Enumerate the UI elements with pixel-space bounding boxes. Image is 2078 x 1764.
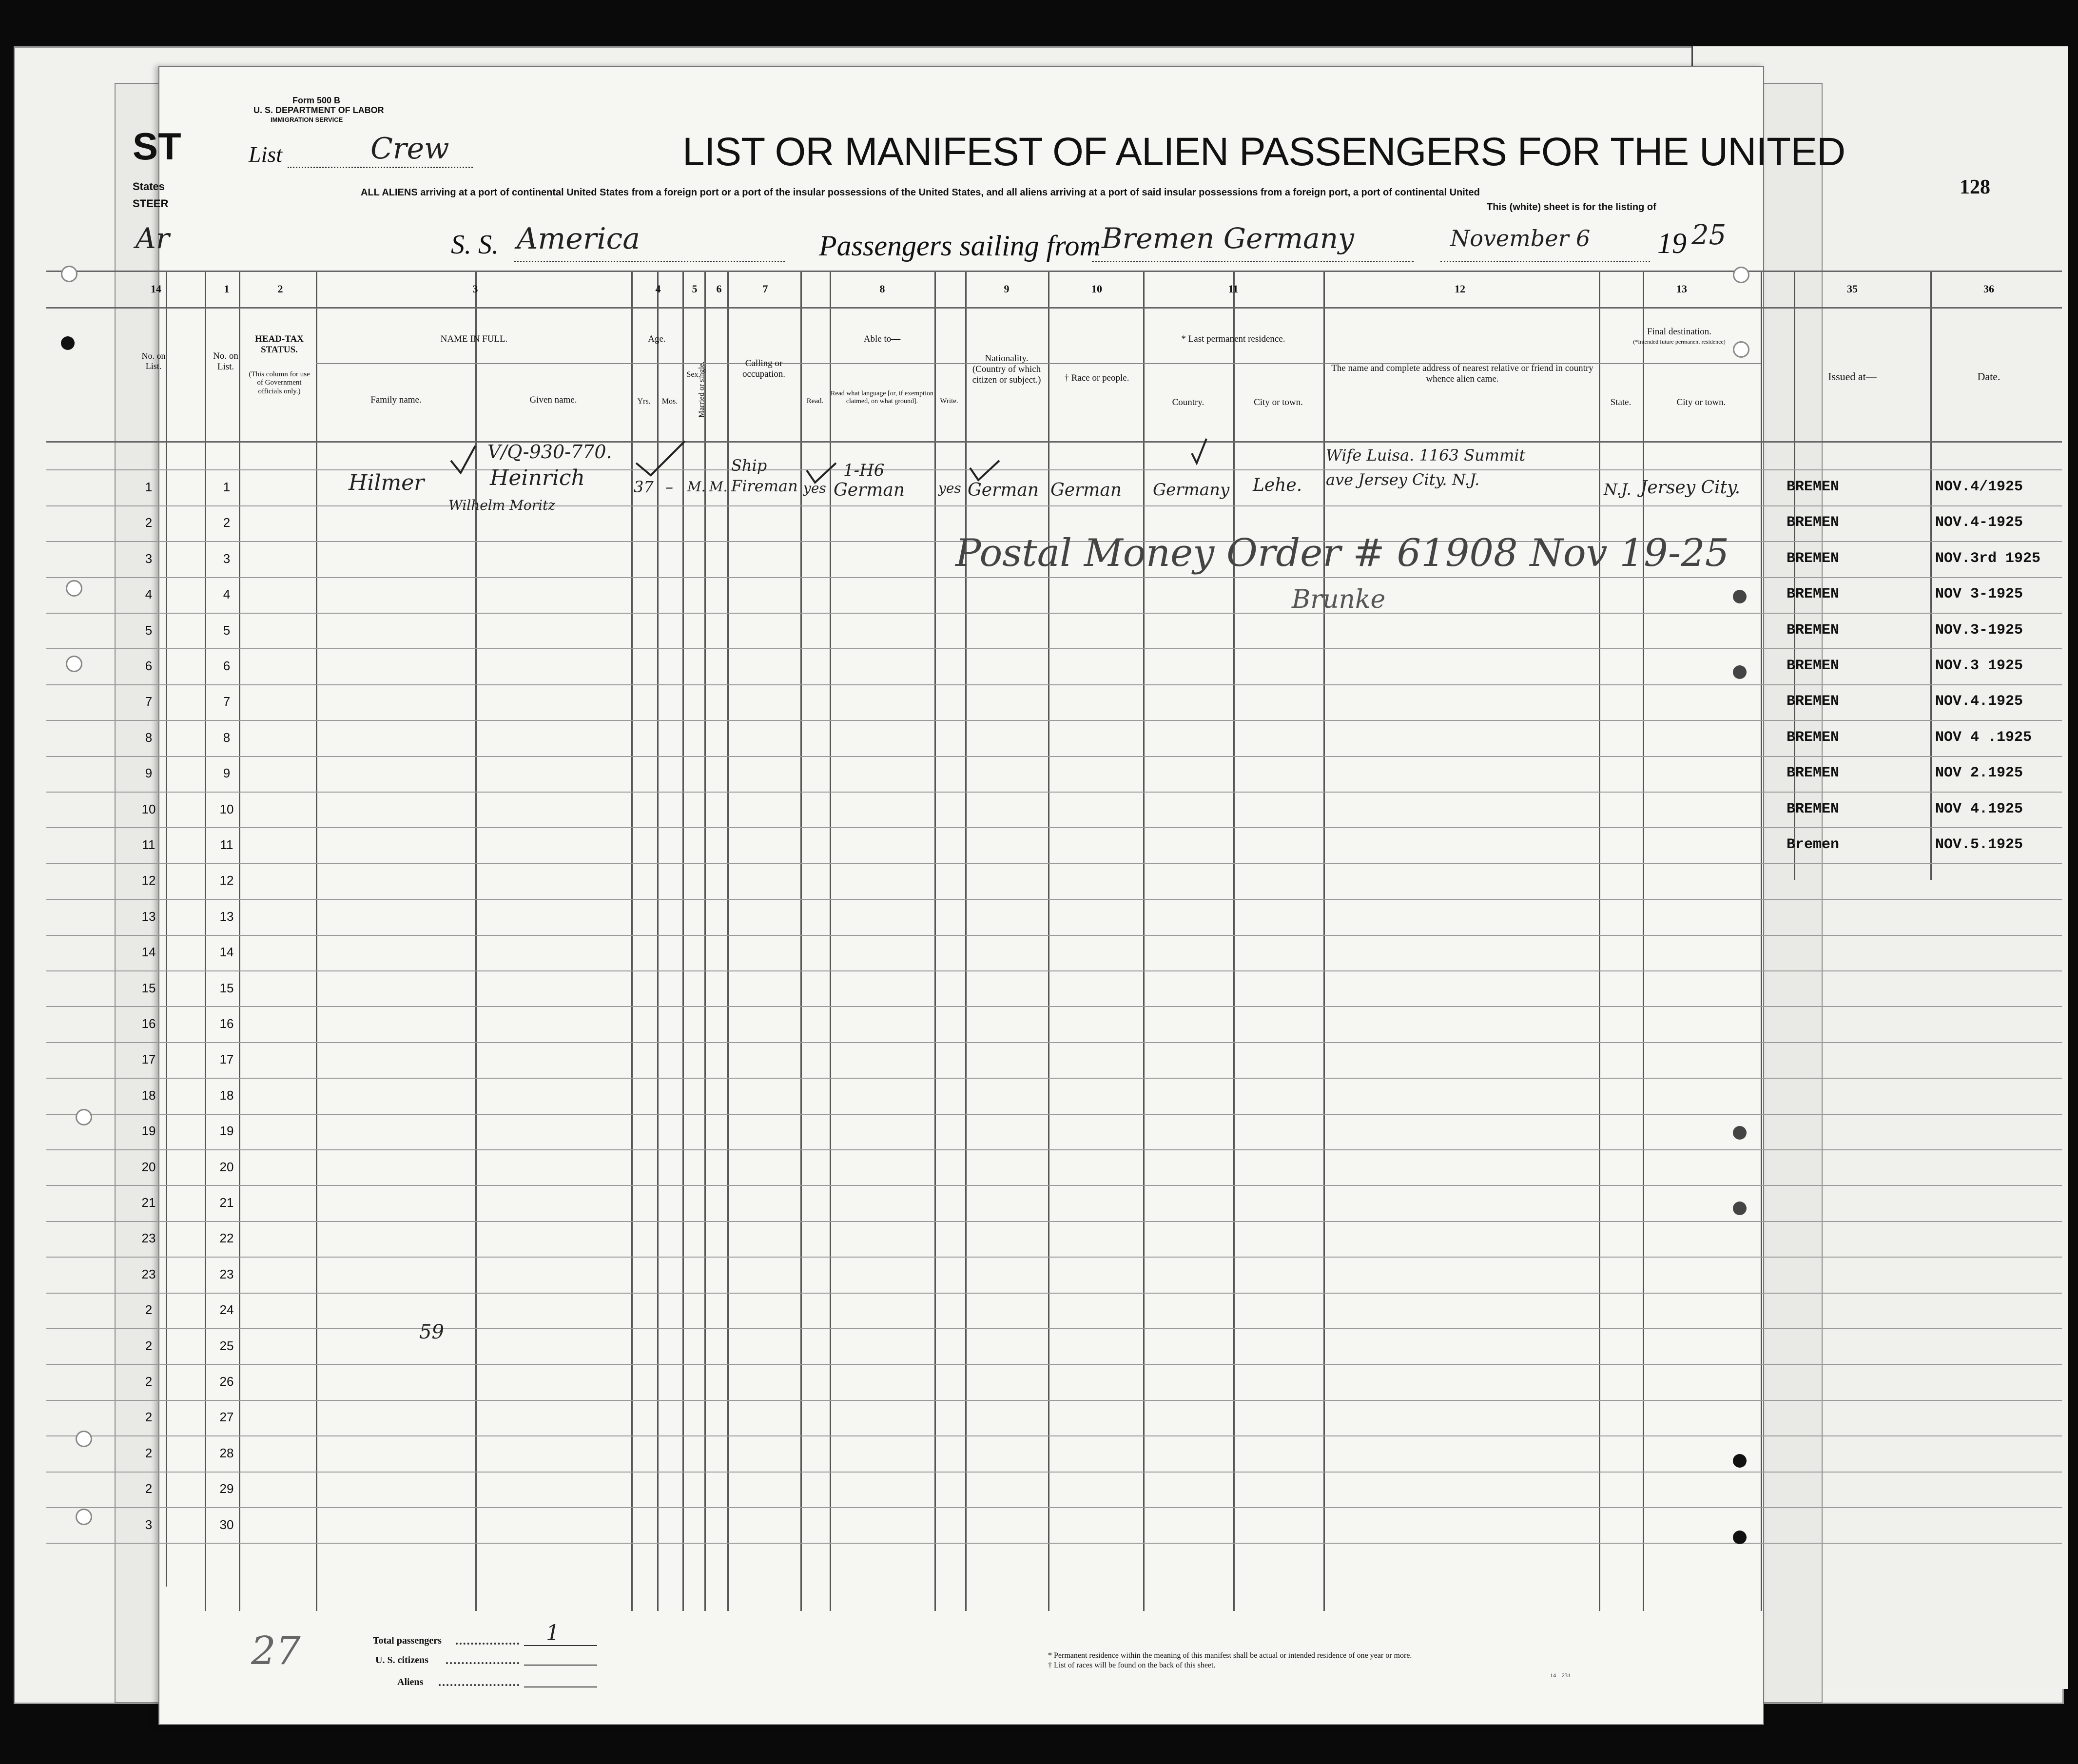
- col-num-7: 7: [762, 283, 768, 295]
- column-rule: [1143, 271, 1145, 1611]
- row-rule: [46, 1114, 2062, 1115]
- row-number: 28: [219, 1446, 234, 1460]
- row-number: 10: [219, 802, 234, 816]
- back-row-number: 23: [141, 1267, 156, 1281]
- issued-place: BREMEN: [1787, 765, 1840, 781]
- row-rule: [46, 1149, 2062, 1150]
- back-row-number: 18: [141, 1088, 156, 1103]
- col-num-4: 4: [655, 283, 661, 295]
- hdr-relative: The name and complete address of nearest relative or friend in country whence alien came.: [1331, 363, 1593, 384]
- row-number: 7: [223, 694, 231, 709]
- entry-dest-state: N.J.: [1604, 480, 1631, 499]
- row-rule: [46, 756, 2062, 757]
- hdr-family-name: Family name.: [370, 395, 422, 405]
- row-number: 25: [219, 1338, 234, 1353]
- postal-note: Postal Money Order # 61908 Nov 19-25: [955, 531, 1729, 575]
- issued-place: BREMEN: [1787, 586, 1840, 602]
- row-rule: [46, 899, 2062, 900]
- back-col-number: 14: [151, 283, 161, 295]
- column-rule: [1930, 271, 1932, 880]
- column-rule: [704, 271, 706, 1611]
- issued-date: NOV.5.1925: [1935, 836, 2023, 853]
- row-rule: [46, 613, 2062, 614]
- hdr-read-language: Read what language [or, if exemption claimed, on what ground].: [831, 390, 933, 406]
- row-rule: [46, 1042, 2062, 1043]
- entry-relative-line-2: ave Jersey City. N.J.: [1326, 470, 1480, 489]
- row-rule: [46, 720, 2062, 721]
- col-num-1: 1: [224, 283, 230, 295]
- row-number: 27: [219, 1410, 234, 1424]
- entry-given-name: Heinrich: [490, 465, 585, 490]
- back-row-number: 2: [145, 1446, 153, 1460]
- row-number: 18: [219, 1088, 234, 1103]
- punch-hole-icon: [76, 1431, 92, 1447]
- citizens-line: [524, 1665, 597, 1666]
- row-number: 29: [219, 1481, 234, 1496]
- issued-date: NOV.3 1925: [1935, 658, 2023, 674]
- punch-hole-icon: [66, 580, 82, 597]
- issued-date: NOV.4.1925: [1935, 693, 2023, 710]
- hdr-no-on-list: No. on List.: [213, 351, 238, 372]
- row-rule: [46, 792, 2062, 793]
- column-rule: [166, 271, 167, 1587]
- back-row-number: 2: [145, 515, 153, 530]
- entry-sex: M.: [687, 479, 706, 495]
- column-rule: [1794, 271, 1795, 880]
- dots: [446, 1662, 519, 1664]
- hdr-race: † Race or people.: [1064, 373, 1129, 383]
- entry-read: yes: [803, 480, 826, 496]
- column-rule: [965, 271, 967, 1611]
- row-rule: [46, 1221, 2062, 1222]
- back-row-number: 17: [141, 1052, 156, 1066]
- back-row-number: 4: [145, 587, 153, 601]
- entry-country: Germany: [1153, 480, 1230, 500]
- back-row-number: 2: [145, 1338, 153, 1353]
- year-suffix: 25: [1691, 219, 1727, 251]
- column-rule: [205, 271, 206, 1611]
- issued-date: NOV 3-1925: [1935, 586, 2023, 602]
- back-row-number: 14: [141, 945, 156, 959]
- hdr-mos: Mos.: [661, 397, 678, 406]
- entry-read-language: German: [834, 480, 905, 500]
- back-row-number: 7: [145, 694, 153, 709]
- row-rule: [46, 1507, 2062, 1508]
- row-rule: [46, 1185, 2062, 1186]
- check-mark-icon: [804, 461, 838, 485]
- punch-hole-icon: [61, 266, 78, 282]
- header-rule: [46, 307, 2062, 309]
- row-number: 2: [223, 515, 231, 530]
- entry-race: German: [1050, 480, 1122, 500]
- row-rule: [46, 863, 2062, 864]
- back-row-number: 10: [141, 802, 156, 816]
- hdr-city-town: City or town.: [1254, 397, 1303, 407]
- hdr-given-name: Given name.: [529, 395, 577, 405]
- sailing-from: Bremen Germany: [1102, 222, 1354, 255]
- punch-hole-icon: [1733, 590, 1747, 603]
- row-number: 9: [223, 766, 231, 780]
- hdr-yrs: Yrs.: [637, 397, 651, 406]
- col-num-11: 11: [1228, 283, 1239, 295]
- issued-date: NOV 4 .1925: [1935, 729, 2032, 746]
- stamp-number: 59: [419, 1321, 444, 1343]
- entry-married: M.: [709, 479, 728, 495]
- list-underline: [288, 167, 473, 168]
- footer-aliens: Aliens: [397, 1677, 424, 1687]
- row-number: 1: [223, 480, 231, 494]
- page-number: 128: [1960, 176, 1990, 198]
- col-num-6: 6: [716, 283, 722, 295]
- year-prefix: 19: [1657, 227, 1687, 259]
- row-number: 14: [219, 945, 234, 959]
- list-label: List: [249, 142, 283, 167]
- issued-date: NOV.3rd 1925: [1935, 550, 2041, 567]
- col-num-8: 8: [879, 283, 885, 295]
- issued-place: BREMEN: [1787, 514, 1840, 531]
- footer-note-1: * Permanent residence within the meaning of this manifest shall be actual or intended residence of one year or more.: [1048, 1651, 1412, 1660]
- row-number: 3: [223, 551, 231, 566]
- column-rule: [1599, 271, 1600, 1611]
- entry-city: Lehe.: [1253, 475, 1302, 495]
- header-rule: [46, 271, 2062, 272]
- back-row-number: 2: [145, 1374, 153, 1389]
- dots: [439, 1684, 519, 1686]
- entry-age-yrs: 37: [634, 478, 654, 496]
- column-rule: [800, 271, 802, 1611]
- punch-hole-icon: [1733, 1531, 1747, 1544]
- service: IMMIGRATION SERVICE: [271, 116, 343, 123]
- punch-hole-icon: [1733, 341, 1749, 358]
- check-mark-icon: [634, 439, 687, 478]
- row-rule: [46, 1257, 2062, 1258]
- row-rule: [46, 1472, 2062, 1473]
- hdr-calling: Calling or occupation.: [742, 358, 786, 379]
- footer-print-code: 14—231: [1550, 1672, 1571, 1679]
- back-row-number: 11: [142, 837, 155, 852]
- column-rule: [727, 271, 729, 1611]
- back-row-number: 20: [141, 1160, 156, 1174]
- sailing-date: November 6: [1450, 225, 1591, 252]
- issued-place: BREMEN: [1787, 658, 1840, 674]
- department: U. S. DEPARTMENT OF LABOR: [253, 105, 384, 115]
- row-rule: [46, 1364, 2062, 1365]
- manifest-title: LIST OR MANIFEST OF ALIEN PASSENGERS FOR THE UNITED: [682, 130, 1845, 174]
- back-col-header: No. on List.: [141, 351, 166, 371]
- issued-place: BREMEN: [1787, 550, 1840, 567]
- dots: [456, 1643, 519, 1645]
- row-number: 5: [223, 623, 231, 638]
- hdr-read: Read.: [806, 397, 824, 405]
- back-row-number: 9: [145, 766, 153, 780]
- footer-total-label: Total passengers: [373, 1635, 442, 1646]
- footer-handwritten: 27: [251, 1628, 301, 1673]
- back-row-number: 3: [145, 1517, 153, 1532]
- row-number: 11: [220, 837, 233, 852]
- signature: Brunke: [1292, 585, 1386, 614]
- punch-hole-icon: [1733, 267, 1749, 283]
- col-num-2: 2: [277, 283, 283, 295]
- issued-place: BREMEN: [1787, 693, 1840, 710]
- issued-date: NOV 4.1925: [1935, 801, 2023, 817]
- row-rule: [46, 935, 2062, 936]
- entry-age-mos: –: [665, 478, 673, 496]
- row-number: 8: [223, 730, 231, 745]
- back-row-number: 15: [141, 981, 156, 995]
- header-rule: [46, 441, 2062, 443]
- ss-label: S. S.: [451, 230, 499, 260]
- col-num-9: 9: [1004, 283, 1010, 295]
- row-number: 20: [219, 1160, 234, 1174]
- check-mark-icon: [1189, 436, 1209, 465]
- column-rule: [631, 271, 633, 1611]
- punch-hole-icon: [1733, 665, 1747, 679]
- row-rule: [46, 970, 2062, 971]
- hdr-nationality: Nationality. (Country of which citizen or subject.): [972, 353, 1041, 385]
- hdr-able-to: Able to—: [863, 334, 901, 344]
- aliens-line: [524, 1686, 597, 1687]
- row-rule: [46, 1435, 2062, 1436]
- hdr-age: Age.: [648, 334, 666, 344]
- row-rule: [46, 684, 2062, 685]
- hdr-final-destination: Final destination.: [1647, 327, 1711, 337]
- row-rule: [46, 1078, 2062, 1079]
- row-number: 16: [219, 1016, 234, 1031]
- check-mark-icon: [968, 458, 1002, 483]
- back-row-number: 8: [145, 730, 153, 745]
- issued-date: NOV 2.1925: [1935, 765, 2023, 781]
- row-number: 15: [219, 981, 234, 995]
- hdr-state: State.: [1610, 397, 1631, 407]
- row-number: 19: [219, 1124, 234, 1138]
- back-row-number: 16: [141, 1016, 156, 1031]
- punch-hole-icon: [66, 656, 82, 672]
- entry-write: yes: [938, 480, 961, 496]
- form-number: Form 500 B: [292, 96, 341, 105]
- row-rule: [46, 827, 2062, 828]
- back-row-number: 13: [141, 909, 156, 924]
- column-rule: [1323, 271, 1325, 1611]
- front-sheet: [158, 66, 1764, 1725]
- back-sheet-line-2: STEER: [133, 197, 169, 210]
- issued-place: BREMEN: [1787, 729, 1840, 746]
- ship-underline: [514, 261, 785, 262]
- row-number: 21: [219, 1195, 234, 1210]
- issued-date: NOV.3-1925: [1935, 622, 2023, 639]
- footer-total-value: 1: [546, 1621, 560, 1646]
- punch-hole-icon: [1733, 1126, 1747, 1140]
- back-row-number: 2: [145, 1410, 153, 1424]
- footer-note-2: † List of races will be found on the back of this sheet.: [1048, 1661, 1216, 1669]
- entry-visa-note: V/Q-930-770.: [487, 441, 612, 463]
- hdr-head-tax-note: (This column for use of Government officials only.): [249, 370, 310, 395]
- hdr-final-destination-note: (*Intended future permanent residence): [1633, 338, 1726, 345]
- back-row-number: 2: [145, 1481, 153, 1496]
- hdr-head-tax: HEAD-TAX STATUS.: [255, 334, 304, 355]
- entry-given-name-extra: Wilhelm Moritz: [448, 497, 556, 513]
- row-rule: [46, 577, 2062, 578]
- row-number: 23: [219, 1267, 234, 1281]
- col-num-5: 5: [692, 283, 698, 295]
- ship-name: America: [517, 222, 640, 256]
- row-number: 6: [223, 659, 231, 673]
- hdr-write: Write.: [940, 397, 958, 405]
- entry-family-name: Hilmer: [349, 470, 425, 495]
- column-rule: [1761, 271, 1762, 1611]
- back-row-number: 6: [145, 659, 153, 673]
- entry-read-note: 1-H6: [843, 461, 885, 480]
- column-rule: [934, 271, 936, 1611]
- column-rule: [1233, 271, 1235, 1611]
- column-rule: [1048, 271, 1049, 1611]
- col-num-35: 35: [1847, 283, 1858, 295]
- row-number: 12: [219, 873, 234, 888]
- list-value: Crew: [370, 132, 449, 166]
- back-row-number: 1: [145, 480, 153, 494]
- hdr-sex: Sex.: [686, 370, 700, 379]
- back-row-number: 23: [141, 1231, 156, 1245]
- entry-relative-line-1: Wife Luisa. 1163 Summit: [1326, 446, 1526, 465]
- back-row-number: 21: [141, 1195, 156, 1210]
- back-row-number: 3: [145, 551, 153, 566]
- row-rule: [46, 1400, 2062, 1401]
- check-mark-icon: [448, 444, 478, 478]
- total-line: [524, 1645, 597, 1646]
- issued-place: Bremen: [1787, 836, 1840, 853]
- back-row-number: 12: [141, 873, 156, 888]
- row-number: 17: [219, 1052, 234, 1066]
- date-underline: [1440, 261, 1650, 262]
- row-number: 13: [219, 909, 234, 924]
- hdr-dest-city: City or town.: [1676, 397, 1726, 407]
- subtitle-1: ALL ALIENS arriving at a port of continental United States from a foreign port or a port of the insular possessions of the United States, and all aliens arriving at a port of said insular possessions from a foreign port, a port of continental United: [361, 187, 1480, 198]
- entry-calling: Ship Fireman: [731, 456, 798, 495]
- back-row-number: 5: [145, 623, 153, 638]
- subtitle-2: This (white) sheet is for the listing of: [1487, 202, 1656, 213]
- back-sheet-line-1: States: [133, 180, 165, 193]
- issued-place: BREMEN: [1787, 622, 1840, 639]
- column-rule: [1643, 271, 1644, 1611]
- col-num-13: 13: [1676, 283, 1687, 295]
- punch-hole-icon: [76, 1509, 92, 1525]
- hdr-name-in-full: NAME IN FULL.: [440, 334, 508, 344]
- footer-us-citizens: U. S. citizens: [375, 1655, 428, 1666]
- row-number: 24: [219, 1302, 234, 1317]
- issued-date: NOV.4-1925: [1935, 514, 2023, 531]
- row-rule: [46, 1543, 2062, 1544]
- issued-date: NOV.4/1925: [1935, 479, 2023, 495]
- back-sheet-handwritten: Ar: [136, 222, 170, 255]
- sailing-label: Passengers sailing from: [819, 230, 1101, 262]
- punch-hole-icon: [76, 1109, 92, 1125]
- hdr-last-residence: * Last permanent residence.: [1181, 334, 1285, 344]
- back-sheet-title: ST: [133, 125, 181, 168]
- row-number: 22: [219, 1231, 234, 1245]
- issued-place: BREMEN: [1787, 801, 1840, 817]
- col-num-12: 12: [1455, 283, 1465, 295]
- row-number: 26: [219, 1374, 234, 1389]
- hdr-country: Country.: [1172, 397, 1204, 407]
- row-rule: [46, 505, 2062, 506]
- entry-nationality: German: [968, 480, 1039, 500]
- hdr-married: Married or single.: [697, 361, 706, 418]
- row-number: 30: [219, 1517, 234, 1532]
- row-rule: [46, 1293, 2062, 1294]
- entry-dest-city: Jersey City.: [1640, 478, 1741, 498]
- punch-hole-icon: [61, 336, 75, 350]
- back-row-number: 19: [141, 1124, 156, 1138]
- issued-place: BREMEN: [1787, 479, 1840, 495]
- hdr-date: Date.: [1977, 370, 2000, 383]
- sailing-underline: [1092, 261, 1414, 262]
- hdr-issued-at: Issued at—: [1828, 370, 1877, 383]
- row-rule: [46, 1328, 2062, 1329]
- col-num-36: 36: [1983, 283, 1994, 295]
- punch-hole-icon: [1733, 1454, 1747, 1468]
- col-num-3: 3: [472, 283, 478, 295]
- row-rule: [46, 1006, 2062, 1007]
- column-rule: [316, 271, 317, 1611]
- row-number: 4: [223, 587, 231, 601]
- col-num-10: 10: [1091, 283, 1102, 295]
- row-rule: [46, 648, 2062, 649]
- back-row-number: 2: [145, 1302, 153, 1317]
- punch-hole-icon: [1733, 1202, 1747, 1215]
